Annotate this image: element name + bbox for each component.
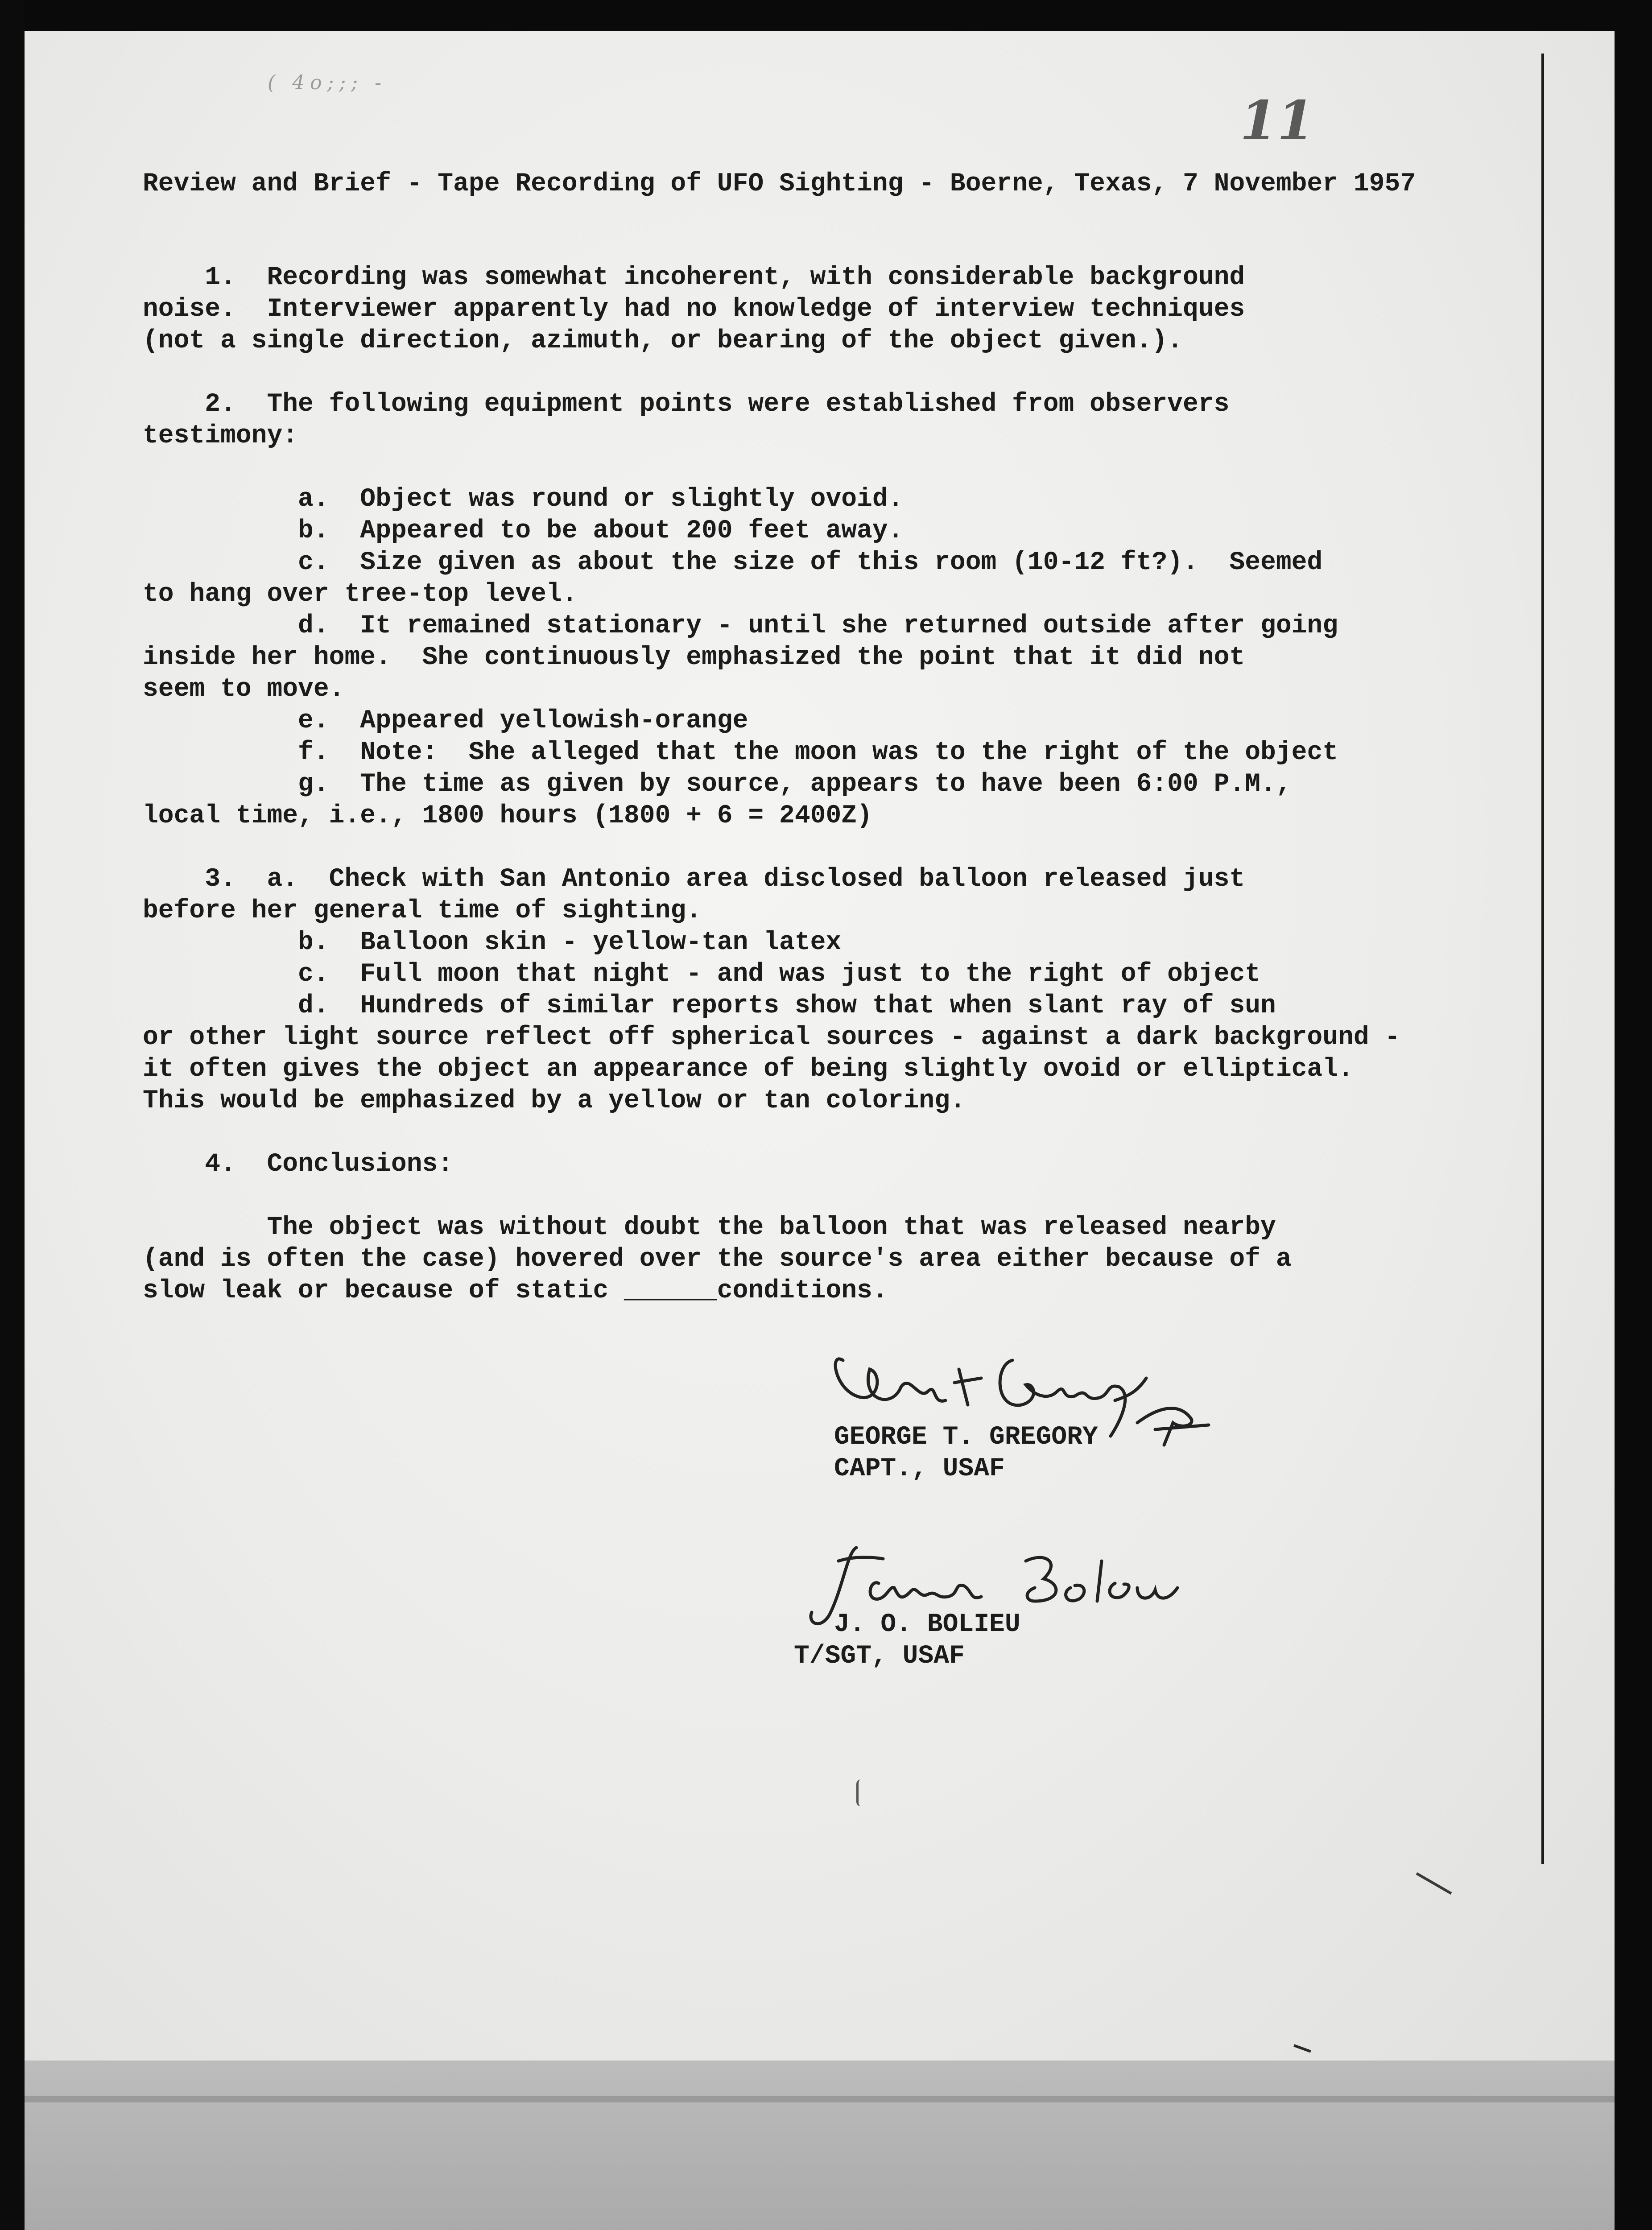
- scan-frame-left: [0, 0, 25, 2230]
- body-line: inside her home. She continuously emphasized the point that it did not: [143, 643, 1245, 672]
- body-line: c. Size given as about the size of this room (10-12 ft?). Seemed: [143, 548, 1323, 577]
- body-line: This would be emphasized by a yellow or tan coloring.: [143, 1086, 966, 1115]
- page-edge-line: [1541, 54, 1544, 1864]
- body-line: it often gives the object an appearance of being slightly ovoid or elliptical.: [143, 1055, 1354, 1084]
- scan-lower-background: [25, 2061, 1615, 2230]
- body-line: local time, i.e., 1800 hours (1800 + 6 = 2400Z): [143, 801, 872, 830]
- body-line: f. Note: She alleged that the moon was to the right of the object: [143, 738, 1338, 767]
- body-line: b. Appeared to be about 200 feet away.: [143, 516, 904, 545]
- body-line: 3. a. Check with San Antonio area disclosed balloon released just: [143, 865, 1245, 894]
- scan-frame-top: [0, 0, 1652, 31]
- body-line: testimony:: [143, 421, 298, 450]
- signer-rank: T/SGT, USAF: [794, 1642, 965, 1671]
- scan-frame-right: [1615, 0, 1652, 2230]
- body-line: a. Object was round or slightly ovoid.: [143, 485, 904, 514]
- body-line: 1. Recording was somewhat incoherent, with considerable background: [143, 263, 1245, 292]
- body-line: 4. Conclusions:: [143, 1150, 454, 1179]
- body-line: noise. Interviewer apparently had no knowledge of interview techniques: [143, 295, 1245, 324]
- body-line: 2. The following equipment points were established from observers: [143, 390, 1230, 419]
- body-line: (and is often the case) hovered over the source's area either because of a: [143, 1245, 1292, 1274]
- pencil-note: ( 4o;;; -: [268, 71, 387, 94]
- body-line: slow leak or because of static ______conditions.: [143, 1276, 888, 1305]
- body-line: (not a single direction, azimuth, or bearing of the object given.).: [143, 326, 1183, 355]
- body-line: seem to move.: [143, 675, 345, 704]
- signer-name: J. O. BOLIEU: [834, 1610, 1020, 1639]
- signer-name: GEORGE T. GREGORY: [834, 1423, 1098, 1452]
- body-line: b. Balloon skin - yellow-tan latex: [143, 928, 842, 957]
- body-line: d. It remained stationary - until she returned outside after going: [143, 611, 1338, 640]
- body-line: g. The time as given by source, appears to have been 6:00 P.M.,: [143, 770, 1292, 799]
- document-title: Review and Brief - Tape Recording of UFO Sighting - Boerne, Texas, 7 November 1957: [143, 169, 1416, 198]
- body-line: or other light source reflect off spherical sources - against a dark background -: [143, 1023, 1400, 1052]
- body-line: e. Appeared yellowish-orange: [143, 706, 748, 735]
- body-line: The object was without doubt the balloon that was released nearby: [143, 1213, 1276, 1242]
- signer-rank: CAPT., USAF: [834, 1454, 1005, 1483]
- body-line: before her general time of sighting.: [143, 896, 702, 925]
- body-line: c. Full moon that night - and was just to the right of object: [143, 960, 1261, 989]
- scan-scratch: [856, 1780, 871, 1806]
- page-number-mark: 11: [1240, 89, 1314, 152]
- body-line: to hang over tree-top level.: [143, 580, 578, 609]
- scan-lower-band: [25, 2096, 1615, 2102]
- body-line: d. Hundreds of similar reports show that when slant ray of sun: [143, 991, 1276, 1020]
